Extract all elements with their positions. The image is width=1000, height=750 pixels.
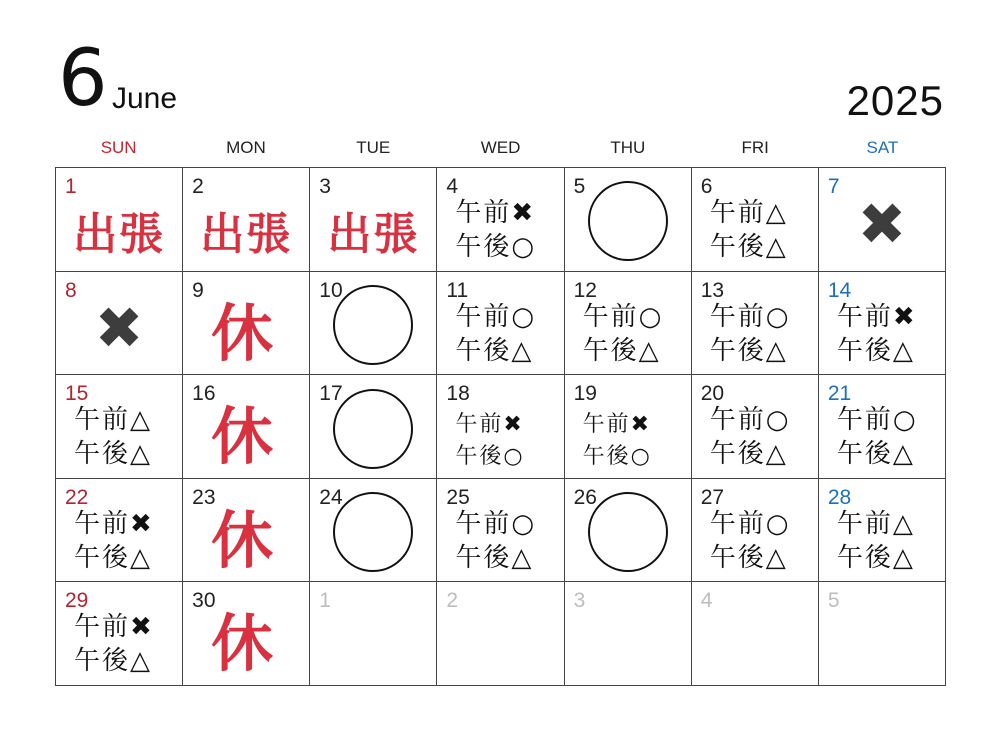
day-cell[interactable] (437, 479, 564, 583)
day-cell[interactable] (310, 479, 437, 583)
day-number: 11 (446, 278, 469, 302)
afternoon-status: 午後△ (709, 335, 788, 366)
morning-status: 午前○ (455, 301, 537, 332)
afternoon-status: 午後△ (836, 542, 915, 573)
day-cell[interactable] (819, 168, 946, 272)
day-number: 26 (573, 485, 597, 509)
afternoon-status: 午後△ (582, 335, 661, 366)
month-number: 6 (58, 34, 108, 124)
am-pm-availability (710, 403, 791, 471)
holiday-note: 休 (211, 296, 274, 370)
unavailable-x-mark: ✖ (857, 190, 907, 259)
day-cell[interactable] (565, 479, 692, 583)
am-pm-availability (455, 409, 524, 473)
available-circle-mark (333, 285, 413, 365)
morning-status: 午前○ (836, 405, 918, 436)
am-pm-availability (583, 300, 664, 368)
morning-status: 午前○ (709, 301, 791, 332)
morning-status: 午前△ (836, 508, 915, 539)
am-pm-availability (837, 300, 917, 368)
holiday-note: 休 (211, 503, 274, 577)
day-number: 1 (319, 589, 331, 613)
day-number: 19 (573, 382, 597, 406)
morning-status: 午前○ (709, 405, 791, 436)
morning-status: 午前✖ (455, 412, 524, 438)
am-pm-availability (455, 196, 536, 264)
morning-status: 午前○ (709, 508, 791, 539)
afternoon-status: 午後△ (709, 542, 788, 573)
morning-status: 午前△ (74, 405, 152, 436)
day-cell[interactable] (56, 272, 183, 376)
day-cell[interactable] (692, 168, 819, 272)
morning-status: 午前△ (709, 198, 788, 228)
next-month-day-cell[interactable] (565, 582, 692, 686)
day-cell[interactable] (183, 479, 310, 583)
afternoon-status: 午後△ (836, 439, 915, 470)
day-number: 13 (700, 278, 725, 302)
day-number: 21 (827, 382, 852, 406)
afternoon-status: 午後△ (74, 646, 152, 677)
day-cell[interactable] (565, 168, 692, 272)
morning-status: 午前○ (582, 301, 664, 332)
am-pm-availability (455, 507, 536, 575)
morning-status: 午前✖ (74, 508, 154, 539)
day-cell[interactable] (183, 582, 310, 686)
day-cell[interactable] (819, 479, 946, 583)
afternoon-status: 午後△ (455, 335, 534, 366)
day-cell[interactable] (56, 479, 183, 583)
month-name: June (112, 82, 178, 115)
day-number: 9 (192, 278, 204, 302)
day-cell[interactable] (183, 168, 310, 272)
day-number: 14 (827, 278, 852, 302)
afternoon-status: 午後○ (582, 444, 652, 470)
next-month-day-cell[interactable] (819, 582, 946, 686)
weekday-fri: FRI (741, 138, 769, 157)
day-cell[interactable] (56, 168, 183, 272)
am-pm-availability (74, 403, 152, 471)
morning-status: 午前✖ (455, 198, 536, 228)
morning-status: 午前✖ (74, 612, 154, 643)
day-cell[interactable] (56, 375, 183, 479)
day-number: 12 (573, 278, 597, 302)
morning-status: 午前✖ (836, 301, 917, 332)
day-number: 29 (65, 589, 89, 613)
afternoon-status: 午後○ (455, 232, 537, 262)
afternoon-status: 午後△ (836, 335, 915, 366)
day-cell[interactable] (692, 479, 819, 583)
available-circle-mark (333, 492, 413, 572)
holiday-note: 休 (211, 400, 274, 474)
day-number: 4 (446, 175, 459, 198)
day-number: 2 (192, 175, 204, 198)
morning-status: 午前✖ (582, 412, 651, 438)
day-cell[interactable] (819, 272, 946, 376)
day-cell[interactable] (183, 272, 310, 376)
morning-status: 午前○ (455, 508, 537, 539)
day-number: 24 (319, 485, 343, 509)
business-trip-note: 出張 (200, 209, 293, 260)
am-pm-availability (710, 507, 791, 575)
weekday-sun: SUN (100, 138, 137, 157)
day-cell[interactable] (565, 375, 692, 479)
day-number: 8 (65, 278, 77, 302)
weekday-sat: SAT (866, 138, 899, 157)
day-cell[interactable] (56, 582, 183, 686)
day-number: 7 (827, 175, 840, 198)
weekday-mon: MON (226, 138, 266, 157)
day-number: 4 (700, 589, 713, 613)
am-pm-availability (455, 300, 536, 368)
weekday-thu: THU (610, 138, 646, 157)
day-cell[interactable] (819, 375, 946, 479)
day-number: 6 (700, 175, 713, 198)
afternoon-status: 午後△ (74, 439, 152, 470)
am-pm-availability (74, 610, 154, 678)
am-pm-availability (837, 403, 918, 471)
afternoon-status: 午後○ (455, 444, 525, 470)
unavailable-x-mark: ✖ (94, 294, 144, 363)
weekday-tue: TUE (356, 138, 391, 157)
holiday-note: 休 (211, 607, 274, 681)
available-circle-mark (333, 389, 413, 469)
day-number: 18 (446, 382, 470, 406)
day-cell[interactable] (565, 272, 692, 376)
day-number: 30 (192, 589, 216, 613)
day-number: 23 (192, 485, 216, 509)
business-trip-note: 出張 (327, 209, 420, 260)
calendar-grid (55, 167, 946, 686)
day-cell[interactable] (437, 375, 564, 479)
day-number: 3 (573, 589, 586, 613)
business-trip-note: 出張 (73, 209, 166, 260)
am-pm-availability (583, 409, 652, 473)
day-number: 28 (827, 485, 852, 509)
afternoon-status: 午後△ (709, 439, 788, 470)
day-number: 22 (65, 485, 89, 509)
weekday-wed: WED (480, 138, 521, 157)
day-number: 3 (319, 175, 331, 198)
day-number: 10 (319, 278, 343, 302)
next-month-day-cell[interactable] (692, 582, 819, 686)
am-pm-availability (710, 196, 788, 264)
day-cell[interactable] (692, 272, 819, 376)
day-number: 16 (192, 382, 216, 406)
afternoon-status: 午後△ (709, 232, 788, 262)
day-number: 5 (827, 589, 840, 613)
day-number: 27 (700, 485, 725, 509)
day-number: 17 (319, 382, 343, 406)
afternoon-status: 午後△ (74, 542, 152, 573)
day-cell[interactable] (692, 375, 819, 479)
day-cell[interactable] (310, 375, 437, 479)
day-number: 1 (65, 175, 77, 198)
day-number: 20 (700, 382, 725, 406)
next-month-day-cell[interactable] (437, 582, 564, 686)
am-pm-availability (837, 507, 915, 575)
day-cell[interactable] (310, 272, 437, 376)
available-circle-mark (588, 181, 668, 261)
day-cell[interactable] (310, 168, 437, 272)
weekday-header (55, 138, 946, 158)
am-pm-availability (710, 300, 791, 368)
day-number: 25 (446, 485, 470, 509)
next-month-day-cell[interactable] (310, 582, 437, 686)
day-cell[interactable] (437, 168, 564, 272)
afternoon-status: 午後△ (455, 542, 534, 573)
day-cell[interactable] (437, 272, 564, 376)
day-number: 15 (65, 382, 89, 406)
am-pm-availability (74, 507, 154, 575)
day-number: 2 (446, 589, 459, 613)
available-circle-mark (588, 492, 668, 572)
day-cell[interactable] (183, 375, 310, 479)
year-label: 2025 (846, 77, 944, 124)
day-number: 5 (573, 175, 586, 198)
